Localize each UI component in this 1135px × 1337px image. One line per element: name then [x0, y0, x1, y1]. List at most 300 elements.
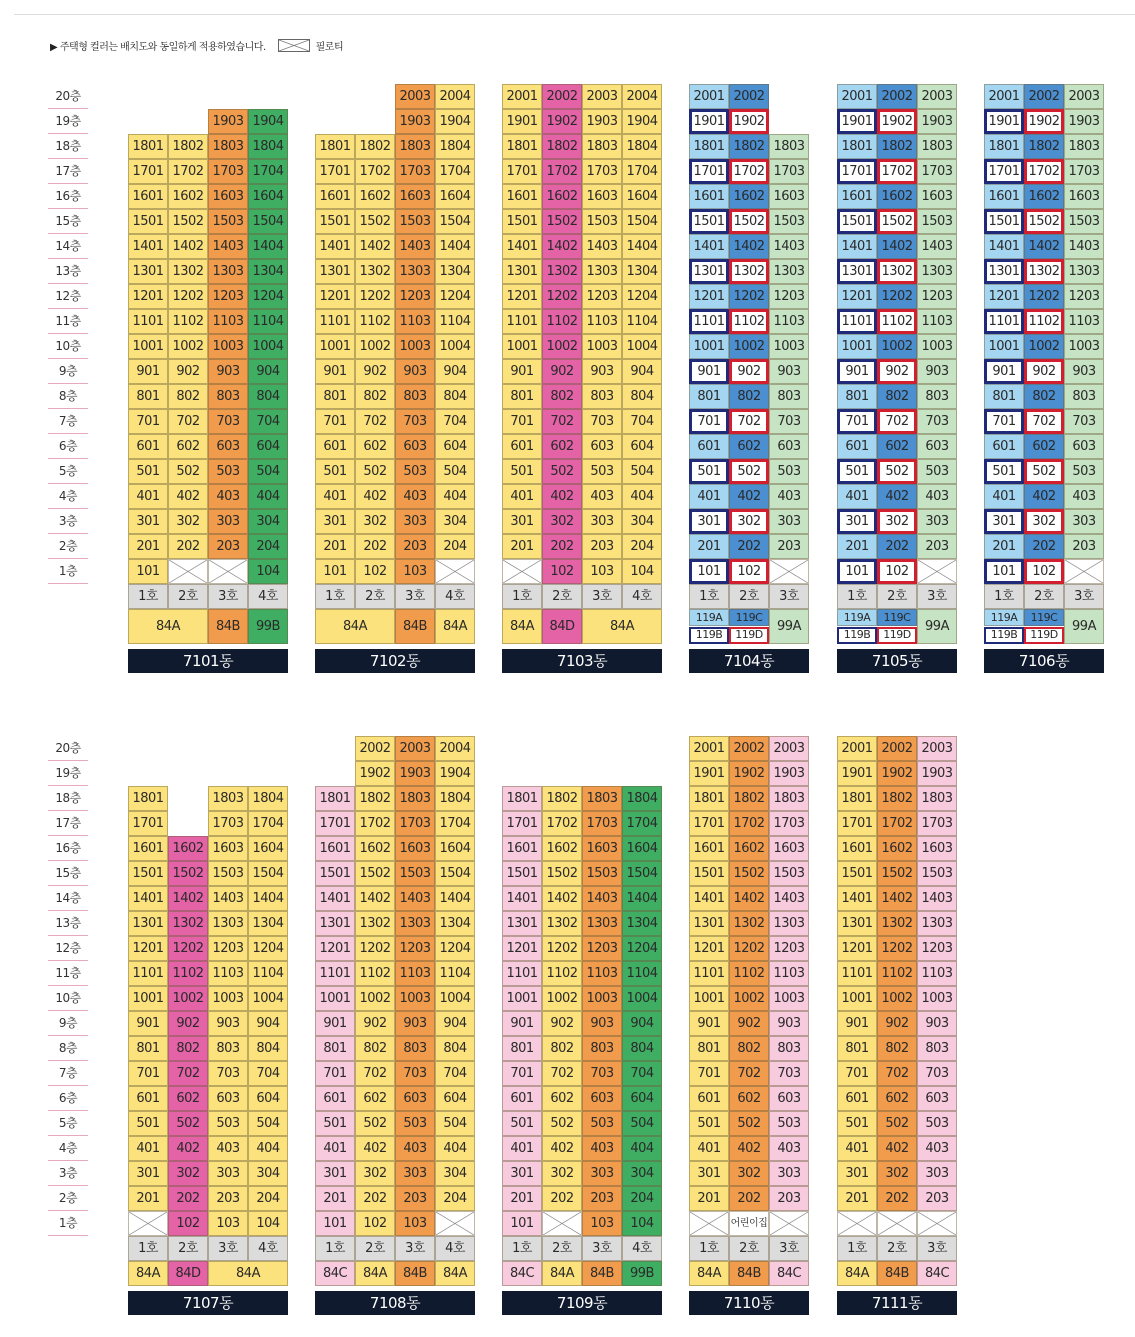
unit-cell[interactable]: 1801	[502, 134, 542, 159]
unit-cell[interactable]: 702	[355, 1061, 395, 1086]
unit-cell[interactable]: 701	[502, 1061, 542, 1086]
unit-cell[interactable]: 403	[582, 1136, 622, 1161]
unit-cell[interactable]: 404	[248, 1136, 288, 1161]
unit-cell[interactable]: 1001	[128, 986, 168, 1011]
unit-cell[interactable]: 701	[128, 409, 168, 434]
unit-cell[interactable]: 2004	[435, 84, 475, 109]
unit-cell[interactable]: 402	[729, 484, 769, 509]
unit-cell[interactable]: 602	[1024, 434, 1064, 459]
unit-cell[interactable]: 601	[689, 1086, 729, 1111]
unit-cell[interactable]: 403	[395, 1136, 435, 1161]
unit-cell[interactable]: 403	[395, 484, 435, 509]
unit-cell[interactable]: 1201	[837, 284, 877, 309]
unit-cell[interactable]: 1104	[435, 961, 475, 986]
unit-cell[interactable]: 1701	[502, 159, 542, 184]
unit-cell[interactable]: 201	[837, 534, 877, 559]
unit-cell[interactable]: 1202	[729, 936, 769, 961]
unit-cell[interactable]: 302	[729, 509, 769, 534]
unit-cell[interactable]: 603	[769, 1086, 809, 1111]
unit-cell[interactable]: 1301	[128, 259, 168, 284]
unit-cell[interactable]: 1101	[984, 309, 1024, 334]
unit-cell[interactable]: 1404	[435, 886, 475, 911]
unit-cell[interactable]: 503	[917, 1111, 957, 1136]
unit-cell[interactable]: 602	[355, 1086, 395, 1111]
unit-cell[interactable]: 603	[917, 1086, 957, 1111]
unit-cell[interactable]: 1601	[984, 184, 1024, 209]
unit-cell[interactable]: 604	[622, 1086, 662, 1111]
unit-cell[interactable]: 401	[689, 1136, 729, 1161]
unit-cell[interactable]: 704	[248, 409, 288, 434]
unit-cell[interactable]: 1803	[208, 134, 248, 159]
unit-cell[interactable]: 1302	[877, 911, 917, 936]
unit-cell[interactable]: 702	[877, 1061, 917, 1086]
unit-cell[interactable]: 1602	[542, 184, 582, 209]
unit-cell[interactable]: 403	[769, 1136, 809, 1161]
unit-cell[interactable]: 502	[1024, 459, 1064, 484]
unit-cell[interactable]: 804	[248, 1036, 288, 1061]
unit-cell[interactable]: 1201	[502, 284, 542, 309]
unit-cell[interactable]: 1301	[502, 259, 542, 284]
unit-cell[interactable]: 1001	[837, 334, 877, 359]
unit-cell[interactable]: 1204	[248, 284, 288, 309]
unit-cell[interactable]: 302	[168, 509, 208, 534]
unit-cell[interactable]: 403	[208, 484, 248, 509]
unit-cell[interactable]: 204	[435, 1186, 475, 1211]
unit-cell[interactable]: 601	[689, 434, 729, 459]
unit-cell[interactable]: 1304	[435, 911, 475, 936]
unit-cell[interactable]: 1901	[837, 761, 877, 786]
unit-cell[interactable]: 504	[248, 459, 288, 484]
unit-cell[interactable]: 702	[1024, 409, 1064, 434]
unit-cell[interactable]: 601	[502, 434, 542, 459]
unit-cell[interactable]: 401	[128, 484, 168, 509]
unit-cell[interactable]: 1303	[582, 911, 622, 936]
unit-cell[interactable]: 604	[435, 1086, 475, 1111]
unit-cell[interactable]: 102	[355, 559, 395, 584]
unit-cell[interactable]: 303	[582, 1161, 622, 1186]
unit-cell[interactable]: 201	[837, 1186, 877, 1211]
unit-cell[interactable]: 603	[395, 434, 435, 459]
unit-cell[interactable]: 1301	[315, 911, 355, 936]
unit-cell[interactable]: 1104	[622, 961, 662, 986]
unit-cell[interactable]: 701	[128, 1061, 168, 1086]
unit-cell[interactable]: 903	[769, 1011, 809, 1036]
unit-cell[interactable]: 702	[542, 1061, 582, 1086]
unit-cell[interactable]: 1103	[1064, 309, 1104, 334]
unit-cell[interactable]: 1501	[502, 861, 542, 886]
unit-cell[interactable]: 903	[208, 1011, 248, 1036]
unit-cell[interactable]: 1501	[128, 861, 168, 886]
unit-cell[interactable]: 1202	[168, 284, 208, 309]
unit-cell[interactable]: 402	[1024, 484, 1064, 509]
unit-cell[interactable]: 801	[128, 1036, 168, 1061]
unit-cell[interactable]: 1604	[622, 184, 662, 209]
unit-cell[interactable]: 903	[917, 359, 957, 384]
unit-cell[interactable]: 803	[1064, 384, 1104, 409]
unit-cell[interactable]: 301	[315, 1161, 355, 1186]
unit-cell[interactable]: 1303	[208, 911, 248, 936]
unit-cell[interactable]: 1402	[729, 234, 769, 259]
unit-cell[interactable]: 1101	[502, 309, 542, 334]
unit-cell[interactable]: 1202	[542, 936, 582, 961]
unit-cell[interactable]: 1701	[837, 811, 877, 836]
unit-cell[interactable]: 703	[917, 1061, 957, 1086]
unit-cell[interactable]: 1501	[837, 861, 877, 886]
unit-cell[interactable]: 1101	[315, 961, 355, 986]
unit-cell[interactable]: 1102	[542, 309, 582, 334]
unit-cell[interactable]: 1204	[435, 284, 475, 309]
unit-cell[interactable]: 1401	[689, 234, 729, 259]
unit-cell[interactable]: 1803	[395, 134, 435, 159]
unit-cell[interactable]: 803	[208, 384, 248, 409]
unit-cell[interactable]: 1502	[877, 209, 917, 234]
unit-cell[interactable]: 101	[315, 1211, 355, 1236]
unit-cell[interactable]: 603	[582, 434, 622, 459]
unit-cell[interactable]: 2004	[435, 736, 475, 761]
unit-cell[interactable]: 801	[837, 384, 877, 409]
unit-cell[interactable]: 204	[622, 1186, 662, 1211]
unit-cell[interactable]: 204	[435, 534, 475, 559]
unit-cell[interactable]: 1004	[622, 334, 662, 359]
unit-cell[interactable]: 1602	[168, 836, 208, 861]
unit-cell[interactable]: 604	[435, 434, 475, 459]
unit-cell[interactable]: 104	[248, 559, 288, 584]
unit-cell[interactable]: 702	[729, 1061, 769, 1086]
unit-cell[interactable]: 1201	[315, 936, 355, 961]
unit-cell[interactable]: 402	[168, 1136, 208, 1161]
unit-cell[interactable]: 901	[984, 359, 1024, 384]
unit-cell[interactable]: 1801	[315, 786, 355, 811]
unit-cell[interactable]: 2002	[1024, 84, 1064, 109]
unit-cell[interactable]: 103	[208, 1211, 248, 1236]
unit-cell[interactable]: 404	[622, 484, 662, 509]
unit-cell[interactable]: 902	[1024, 359, 1064, 384]
unit-cell[interactable]: 102	[729, 559, 769, 584]
unit-cell[interactable]: 1904	[435, 761, 475, 786]
unit-cell[interactable]: 1403	[582, 886, 622, 911]
unit-cell[interactable]: 403	[917, 484, 957, 509]
unit-cell[interactable]: 301	[837, 509, 877, 534]
unit-cell[interactable]: 1102	[729, 309, 769, 334]
unit-cell[interactable]: 1402	[168, 234, 208, 259]
unit-cell[interactable]: 601	[837, 1086, 877, 1111]
unit-cell[interactable]: 1503	[395, 861, 435, 886]
unit-cell[interactable]: 1502	[168, 209, 208, 234]
unit-cell[interactable]: 1902	[355, 761, 395, 786]
unit-cell[interactable]: 601	[128, 1086, 168, 1111]
unit-cell[interactable]: 1903	[1064, 109, 1104, 134]
unit-cell[interactable]: 603	[1064, 434, 1104, 459]
unit-cell[interactable]: 701	[689, 1061, 729, 1086]
unit-cell[interactable]: 502	[729, 1111, 769, 1136]
unit-cell[interactable]: 802	[729, 1036, 769, 1061]
unit-cell[interactable]: 1602	[729, 836, 769, 861]
unit-cell[interactable]: 1804	[622, 134, 662, 159]
unit-cell[interactable]: 1202	[168, 936, 208, 961]
unit-cell[interactable]: 1304	[248, 911, 288, 936]
unit-cell[interactable]: 904	[435, 359, 475, 384]
unit-cell[interactable]: 1702	[355, 159, 395, 184]
unit-cell[interactable]: 803	[582, 384, 622, 409]
unit-cell[interactable]: 502	[168, 459, 208, 484]
unit-cell[interactable]: 602	[542, 1086, 582, 1111]
unit-cell[interactable]: 901	[689, 359, 729, 384]
unit-cell[interactable]: 1401	[128, 886, 168, 911]
unit-cell[interactable]: 201	[502, 534, 542, 559]
unit-cell[interactable]: 1801	[984, 134, 1024, 159]
unit-cell[interactable]: 1703	[395, 811, 435, 836]
unit-cell[interactable]: 1101	[689, 961, 729, 986]
unit-cell[interactable]: 601	[315, 1086, 355, 1111]
unit-cell[interactable]: 402	[729, 1136, 769, 1161]
unit-cell[interactable]: 101	[502, 1211, 542, 1236]
unit-cell[interactable]: 301	[837, 1161, 877, 1186]
unit-cell[interactable]: 801	[502, 384, 542, 409]
unit-cell[interactable]: 203	[917, 1186, 957, 1211]
unit-cell[interactable]: 1401	[315, 886, 355, 911]
unit-cell[interactable]: 401	[315, 1136, 355, 1161]
unit-cell[interactable]: 501	[984, 459, 1024, 484]
unit-cell[interactable]: 1803	[582, 786, 622, 811]
unit-cell[interactable]: 1802	[877, 786, 917, 811]
unit-cell[interactable]: 1604	[622, 836, 662, 861]
unit-cell[interactable]: 1702	[729, 159, 769, 184]
unit-cell[interactable]: 303	[395, 509, 435, 534]
unit-cell[interactable]: 503	[582, 1111, 622, 1136]
unit-cell[interactable]: 1903	[395, 109, 435, 134]
unit-cell[interactable]: 803	[917, 1036, 957, 1061]
unit-cell[interactable]: 1903	[769, 761, 809, 786]
unit-cell[interactable]: 302	[729, 1161, 769, 1186]
unit-cell[interactable]: 501	[837, 459, 877, 484]
unit-cell[interactable]: 304	[248, 509, 288, 534]
unit-cell[interactable]: 1003	[582, 986, 622, 1011]
unit-cell[interactable]: 201	[502, 1186, 542, 1211]
unit-cell[interactable]: 704	[622, 409, 662, 434]
unit-cell[interactable]: 1204	[622, 936, 662, 961]
unit-cell[interactable]: 803	[769, 384, 809, 409]
unit-cell[interactable]: 1101	[837, 309, 877, 334]
unit-cell[interactable]: 1004	[248, 986, 288, 1011]
unit-cell[interactable]: 102	[542, 559, 582, 584]
unit-cell[interactable]: 202	[168, 1186, 208, 1211]
unit-cell[interactable]: 104	[622, 1211, 662, 1236]
unit-cell[interactable]: 1303	[917, 259, 957, 284]
unit-cell[interactable]: 301	[689, 1161, 729, 1186]
unit-cell[interactable]: 1101	[128, 961, 168, 986]
unit-cell[interactable]: 1503	[208, 209, 248, 234]
unit-cell[interactable]: 1504	[622, 209, 662, 234]
unit-cell[interactable]: 2001	[837, 84, 877, 109]
unit-cell[interactable]: 202	[542, 534, 582, 559]
unit-cell[interactable]: 1304	[622, 911, 662, 936]
unit-cell[interactable]: 1002	[355, 334, 395, 359]
unit-cell[interactable]: 1203	[917, 936, 957, 961]
unit-cell[interactable]: 1201	[128, 284, 168, 309]
unit-cell[interactable]: 1202	[877, 936, 917, 961]
unit-cell[interactable]: 1304	[248, 259, 288, 284]
unit-cell[interactable]: 1303	[769, 259, 809, 284]
unit-cell[interactable]: 1602	[1024, 184, 1064, 209]
unit-cell[interactable]: 1004	[622, 986, 662, 1011]
unit-cell[interactable]: 303	[208, 1161, 248, 1186]
unit-cell[interactable]: 302	[355, 509, 395, 534]
unit-cell[interactable]: 1402	[168, 886, 208, 911]
unit-cell[interactable]: 503	[208, 459, 248, 484]
unit-cell[interactable]: 101	[689, 559, 729, 584]
unit-cell[interactable]: 1101	[689, 309, 729, 334]
unit-cell[interactable]: 803	[208, 1036, 248, 1061]
unit-cell[interactable]: 304	[622, 509, 662, 534]
unit-cell[interactable]: 902	[877, 359, 917, 384]
unit-cell[interactable]: 1403	[208, 886, 248, 911]
unit-cell[interactable]: 303	[917, 509, 957, 534]
unit-cell[interactable]: 504	[435, 459, 475, 484]
unit-cell[interactable]: 301	[689, 509, 729, 534]
unit-cell[interactable]: 1001	[689, 334, 729, 359]
unit-cell[interactable]: 903	[582, 359, 622, 384]
unit-cell[interactable]: 1301	[689, 911, 729, 936]
unit-cell[interactable]: 1501	[315, 209, 355, 234]
unit-cell[interactable]: 1904	[248, 109, 288, 134]
unit-cell[interactable]: 1501	[837, 209, 877, 234]
unit-cell[interactable]: 1101	[315, 309, 355, 334]
unit-cell[interactable]: 1802	[542, 134, 582, 159]
unit-cell[interactable]: 1003	[769, 986, 809, 1011]
unit-cell[interactable]: 301	[502, 1161, 542, 1186]
unit-cell[interactable]: 501	[315, 459, 355, 484]
unit-cell[interactable]: 801	[128, 384, 168, 409]
unit-cell[interactable]: 704	[435, 409, 475, 434]
unit-cell[interactable]: 1403	[395, 886, 435, 911]
unit-cell[interactable]: 1703	[208, 159, 248, 184]
unit-cell[interactable]: 1201	[984, 284, 1024, 309]
unit-cell[interactable]: 102	[877, 559, 917, 584]
unit-cell[interactable]: 501	[315, 1111, 355, 1136]
unit-cell[interactable]: 1801	[689, 786, 729, 811]
unit-cell[interactable]: 2003	[582, 84, 622, 109]
unit-cell[interactable]: 303	[769, 1161, 809, 1186]
unit-cell[interactable]: 1503	[208, 861, 248, 886]
unit-cell[interactable]: 1002	[729, 986, 769, 1011]
unit-cell[interactable]: 703	[208, 409, 248, 434]
unit-cell[interactable]: 2002	[877, 736, 917, 761]
unit-cell[interactable]: 802	[729, 384, 769, 409]
unit-cell[interactable]: 604	[248, 1086, 288, 1111]
unit-cell[interactable]: 1203	[917, 284, 957, 309]
unit-cell[interactable]: 904	[622, 359, 662, 384]
unit-cell[interactable]: 402	[355, 484, 395, 509]
unit-cell[interactable]: 301	[128, 509, 168, 534]
unit-cell[interactable]: 1504	[435, 209, 475, 234]
unit-cell[interactable]: 703	[1064, 409, 1104, 434]
unit-cell[interactable]: 1203	[208, 936, 248, 961]
unit-cell[interactable]: 304	[435, 1161, 475, 1186]
unit-cell[interactable]: 1404	[248, 234, 288, 259]
unit-cell[interactable]: 704	[435, 1061, 475, 1086]
unit-cell[interactable]: 1904	[435, 109, 475, 134]
unit-cell[interactable]: 702	[168, 409, 208, 434]
unit-cell[interactable]: 1102	[355, 961, 395, 986]
unit-cell[interactable]: 1802	[542, 786, 582, 811]
unit-cell[interactable]: 1102	[355, 309, 395, 334]
unit-cell[interactable]: 503	[769, 459, 809, 484]
unit-cell[interactable]: 1704	[435, 159, 475, 184]
unit-cell[interactable]: 402	[542, 484, 582, 509]
unit-cell[interactable]: 803	[395, 1036, 435, 1061]
unit-cell[interactable]: 1502	[355, 209, 395, 234]
unit-cell[interactable]: 701	[502, 409, 542, 434]
unit-cell[interactable]: 1702	[168, 159, 208, 184]
unit-cell[interactable]: 1902	[877, 109, 917, 134]
unit-cell[interactable]: 801	[315, 1036, 355, 1061]
unit-cell[interactable]: 1103	[769, 309, 809, 334]
unit-cell[interactable]: 1803	[917, 786, 957, 811]
unit-cell[interactable]: 602	[877, 1086, 917, 1111]
unit-cell[interactable]: 1202	[877, 284, 917, 309]
unit-cell[interactable]: 1901	[689, 761, 729, 786]
unit-cell[interactable]: 801	[689, 1036, 729, 1061]
unit-cell[interactable]: 804	[622, 1036, 662, 1061]
unit-cell[interactable]: 902	[729, 1011, 769, 1036]
unit-cell[interactable]: 802	[1024, 384, 1064, 409]
unit-cell[interactable]: 1103	[917, 309, 957, 334]
unit-cell[interactable]: 1402	[542, 886, 582, 911]
unit-cell[interactable]: 304	[248, 1161, 288, 1186]
unit-cell[interactable]: 501	[689, 459, 729, 484]
unit-cell[interactable]: 203	[917, 534, 957, 559]
unit-cell[interactable]: 2002	[729, 736, 769, 761]
unit-cell[interactable]: 302	[355, 1161, 395, 1186]
unit-cell[interactable]: 101	[837, 559, 877, 584]
unit-cell[interactable]: 904	[622, 1011, 662, 1036]
unit-cell[interactable]: 1503	[769, 209, 809, 234]
unit-cell[interactable]: 401	[837, 1136, 877, 1161]
unit-cell[interactable]: 1703	[208, 811, 248, 836]
unit-cell[interactable]: 602	[542, 434, 582, 459]
unit-cell[interactable]: 404	[248, 484, 288, 509]
unit-cell[interactable]: 1301	[689, 259, 729, 284]
unit-cell[interactable]: 1604	[248, 184, 288, 209]
unit-cell[interactable]: 1803	[208, 786, 248, 811]
unit-cell[interactable]: 501	[128, 459, 168, 484]
unit-cell[interactable]: 1701	[128, 811, 168, 836]
unit-cell[interactable]: 703	[582, 1061, 622, 1086]
unit-cell[interactable]: 401	[502, 484, 542, 509]
unit-cell[interactable]: 1802	[355, 786, 395, 811]
unit-cell[interactable]: 1004	[435, 334, 475, 359]
unit-cell[interactable]: 903	[395, 359, 435, 384]
unit-cell[interactable]: 703	[769, 1061, 809, 1086]
unit-cell[interactable]: 904	[248, 359, 288, 384]
unit-cell[interactable]: 201	[315, 1186, 355, 1211]
unit-cell[interactable]: 503	[1064, 459, 1104, 484]
unit-cell[interactable]: 1003	[395, 334, 435, 359]
unit-cell[interactable]: 1601	[502, 184, 542, 209]
unit-cell[interactable]: 1403	[582, 234, 622, 259]
unit-cell[interactable]: 1202	[729, 284, 769, 309]
unit-cell[interactable]: 603	[395, 1086, 435, 1111]
unit-cell[interactable]: 703	[917, 409, 957, 434]
unit-cell[interactable]: 1804	[622, 786, 662, 811]
unit-cell[interactable]: 501	[502, 1111, 542, 1136]
unit-cell[interactable]: 1802	[877, 134, 917, 159]
unit-cell[interactable]: 203	[1064, 534, 1104, 559]
unit-cell[interactable]: 501	[128, 1111, 168, 1136]
unit-cell[interactable]: 1302	[729, 259, 769, 284]
unit-cell[interactable]: 1003	[208, 334, 248, 359]
unit-cell[interactable]: 501	[689, 1111, 729, 1136]
